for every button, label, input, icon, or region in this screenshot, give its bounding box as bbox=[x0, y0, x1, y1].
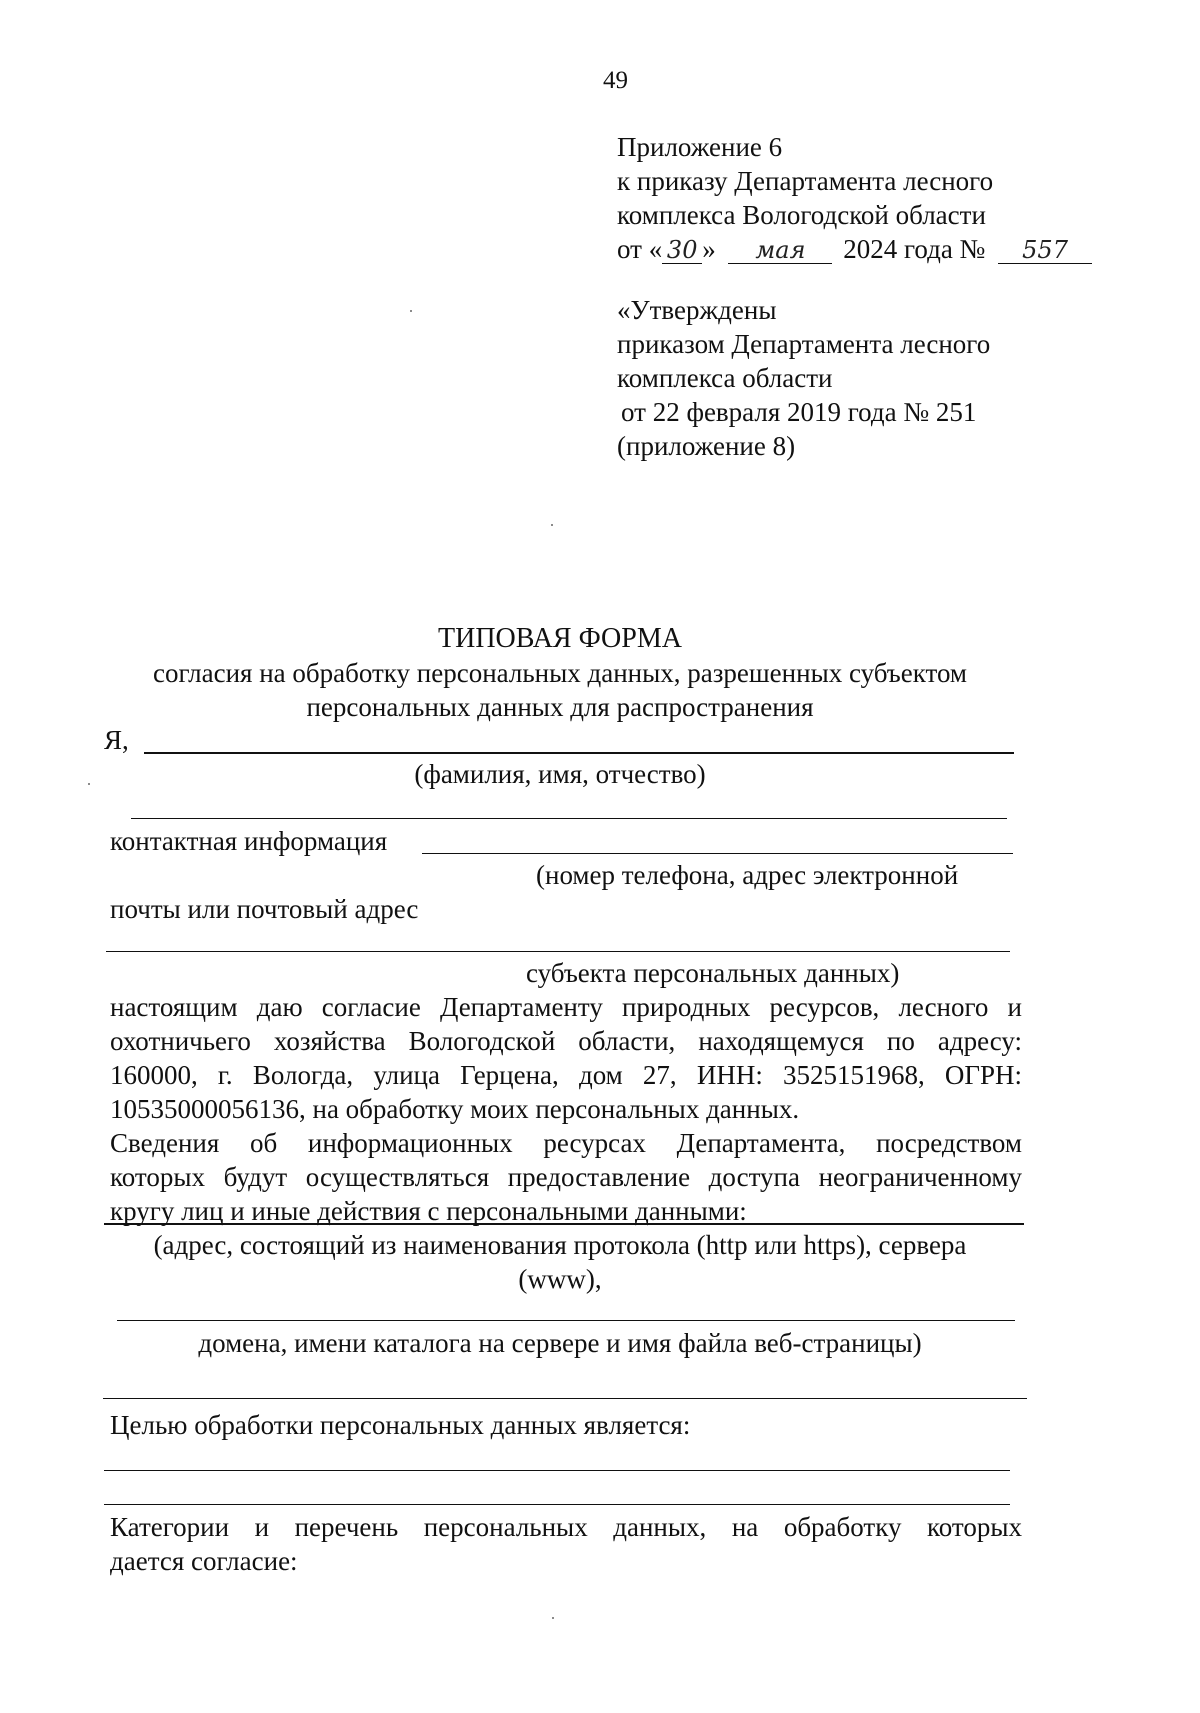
address-hint-2: (www), bbox=[518, 1264, 602, 1294]
purpose-underline-2 bbox=[104, 1504, 1010, 1505]
scan-speck bbox=[551, 524, 553, 526]
date-prefix: от « bbox=[617, 234, 663, 264]
categories-line-2: дается согласие: bbox=[110, 1546, 298, 1576]
date-day bbox=[662, 236, 702, 264]
form-subtitle-1: согласия на обработку персональных данных, разрешенных субъектом bbox=[152, 658, 968, 688]
fio-extra-underline bbox=[131, 818, 1007, 819]
date-month bbox=[728, 236, 832, 264]
appendix-block bbox=[617, 130, 1092, 266]
contact-hint-1: (номер телефона, адрес электронной bbox=[536, 860, 959, 890]
approved-line2: приказом Департамента лесного bbox=[617, 329, 991, 359]
approved-line5: (приложение 8) bbox=[617, 431, 796, 461]
order-number bbox=[998, 236, 1092, 264]
form-title: ТИПОВАЯ ФОРМА bbox=[438, 623, 682, 654]
categories-line-1: Категории и перечень персональных данных, на обработку которых bbox=[110, 1512, 1022, 1542]
address-extra-underline bbox=[103, 1398, 1027, 1399]
contact-hint-3: субъекта персональных данных) bbox=[526, 958, 900, 988]
scan-speck bbox=[88, 783, 90, 785]
order-number-handwritten: 557 bbox=[1022, 236, 1068, 264]
approved-line3: комплекса области bbox=[617, 363, 833, 393]
scan-speck bbox=[552, 1617, 554, 1619]
address-hint-3: домена, имени каталога на сервере и имя файла веб-страницы) bbox=[198, 1328, 922, 1358]
appendix-line3: комплекса Вологодской области bbox=[617, 200, 986, 230]
consent-line-1: настоящим даю согласие Департаменту природных ресурсов, лесного и bbox=[110, 992, 1022, 1022]
date-month-handwritten: мая bbox=[755, 236, 806, 264]
resources-line-2: которых будут осуществляться предоставление доступа неограниченному bbox=[110, 1162, 1022, 1192]
appendix-line2: к приказу Департамента лесного bbox=[617, 166, 994, 196]
consent-line-3: 160000, г. Вологда, улица Герцена, дом 27, ИНН: 3525151968, ОГРН: bbox=[110, 1060, 1022, 1090]
fio-underline bbox=[144, 752, 1014, 754]
date-year: 2024 года № bbox=[843, 234, 986, 264]
scan-speck bbox=[410, 310, 412, 312]
address-hint-1: (адрес, состоящий из наименования протокола (http или https), сервера bbox=[153, 1230, 967, 1260]
appendix-line1: Приложение 6 bbox=[617, 132, 783, 162]
approved-block bbox=[617, 293, 990, 463]
fio-hint: (фамилия, имя, отчество) bbox=[414, 759, 706, 789]
consent-line-2: охотничьего хозяйства Вологодской области, находящемуся по адресу: bbox=[110, 1026, 1022, 1056]
contact-label: контактная информация bbox=[110, 826, 388, 856]
date-day-handwritten: 30 bbox=[666, 236, 698, 264]
consent-line-4: 10535000056136, на обработку моих персональных данных. bbox=[110, 1094, 800, 1124]
consent-paragraph bbox=[110, 990, 1022, 1228]
contact-extra-underline bbox=[106, 951, 1010, 952]
resources-line-3: кругу лиц и иные действия с персональными данными: bbox=[110, 1196, 747, 1226]
contact-underline bbox=[422, 853, 1013, 854]
form-subtitle-2: персональных данных для распространения bbox=[306, 692, 814, 722]
resources-underline bbox=[104, 1223, 1024, 1225]
approved-line1: «Утверждены bbox=[617, 295, 777, 325]
appendix-date-line bbox=[617, 232, 1092, 266]
purpose-underline-1 bbox=[104, 1470, 1010, 1471]
page-number: 49 bbox=[603, 67, 628, 94]
address-underline bbox=[117, 1320, 1015, 1321]
purpose-label: Целью обработки персональных данных является: bbox=[110, 1410, 691, 1440]
contact-hint-2: почты или почтовый адрес bbox=[110, 894, 419, 924]
resources-line-1: Сведения об информационных ресурсах Департамента, посредством bbox=[110, 1128, 1022, 1158]
i-label: Я, bbox=[104, 725, 129, 755]
date-mid: » bbox=[702, 234, 716, 264]
approved-line4: от 22 февраля 2019 года № 251 bbox=[621, 397, 977, 427]
categories-paragraph bbox=[110, 1510, 1022, 1578]
